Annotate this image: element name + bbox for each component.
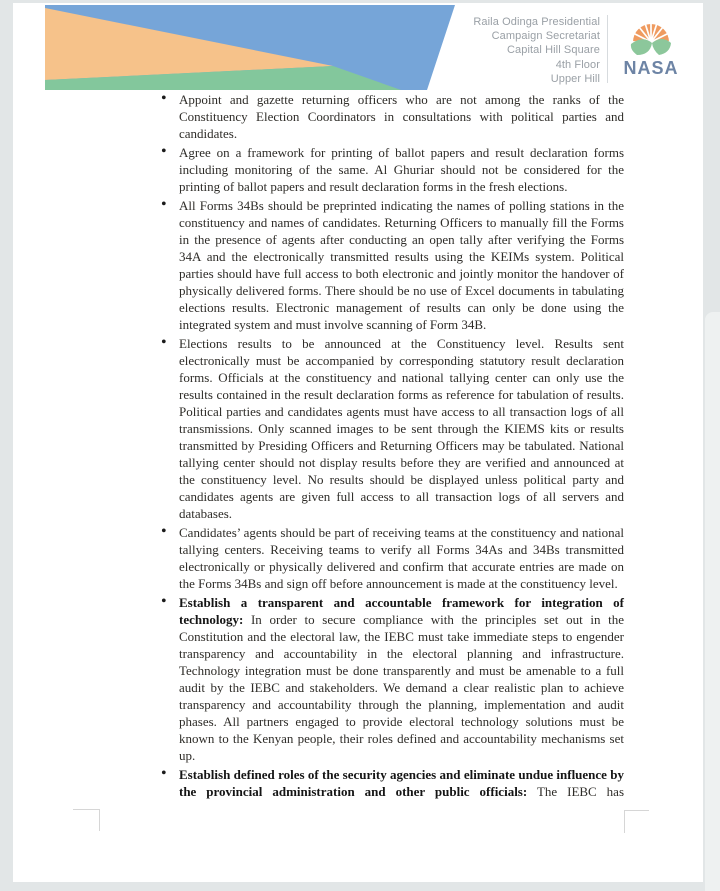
list-item xyxy=(158,91,624,142)
address-line: Upper Hill xyxy=(550,72,600,85)
crop-mark-left xyxy=(73,809,100,831)
address-line: 4th Floor xyxy=(555,58,600,71)
bullet-list xyxy=(158,91,624,800)
letter-page xyxy=(13,3,703,882)
bullet-text: In order to secure compliance with the principles set out in the Constitution and the electoral law, the IEBC must take immediate steps to engender transparency and accountability in the electoral planning and infrastructure. Technology integration must be done transparently and must be amenable to a full audit by the IEBC and stakeholders. We demand a clear realistic plan to achieve transparency and accountability through the planning, implementation and audit phases. All partners engaged to provide electoral technology solutions must be known to the Kenyan people, their roles defined and accountability mechanisms set up. xyxy=(179,612,625,763)
list-item xyxy=(158,766,624,800)
letterhead-address xyxy=(393,15,600,86)
nasa-sunrise-leaves-icon xyxy=(628,17,674,59)
letter-body xyxy=(158,91,624,800)
address-line: Raila Odinga Presidential xyxy=(473,16,600,28)
list-item xyxy=(158,524,624,592)
bullet-text: Appoint and gazette returning officers who are not among the ranks of the Constituency Election Coordinators in consultations with political parties and candidates. xyxy=(179,92,624,141)
bullet-text: Candidates’ agents should be part of receiving teams at the constituency and national tallying centers. Receiving teams to verify all Forms 34As and 34Bs transmitted electronically or physically delivered and confirm that accurate entries are made on the Forms 34Bs and sign off before announcement is made at the constituency level. xyxy=(179,525,624,591)
backdrop-panel xyxy=(705,312,720,891)
list-item xyxy=(158,197,624,333)
address-line: Capital Hill Square xyxy=(507,44,600,57)
bullet-bold-lead: Establish a transparent and accountable framework for integration of technology: xyxy=(179,595,624,627)
bullet-text: Elections results to be announced at the Constituency level. Results sent electronically must be accompanied by corresponding statutory result declaration forms. Officials at the constituency and national tallying center can only use the results contained in the result declaration forms as reference for tabulation of results. Political parties and candidates agents must have access to all transaction logs of all transmissions. Only scanned images to be sent through the KIEMS kits or results transmitted by Presiding Officers and Returning Officers may be tabulated. National tallying center should not display results before they are verified and announced at the constituency level. No results should be displayed unless political party and candidates agents are given full access to all transaction logs of all servers and databases. xyxy=(179,336,624,521)
bullet-bold-lead: Establish defined roles of the security agencies and eliminate undue influence by the provincial administration and other public officials: xyxy=(179,767,624,799)
nasa-logo xyxy=(613,17,689,79)
list-item xyxy=(158,144,624,195)
list-item xyxy=(158,594,624,764)
nasa-wordmark: NASA xyxy=(623,58,679,78)
list-item xyxy=(158,335,624,522)
bullet-text: Agree on a framework for printing of ballot papers and result declaration forms including monitoring of the same. Al Ghuriar should not be considered for the printing of ballot papers and result declaration forms in the fresh elections. xyxy=(179,145,624,194)
bullet-text: The IEBC has xyxy=(536,784,625,799)
bullet-text: All Forms 34Bs should be preprinted indicating the names of polling stations in the constituency and names of candidates. Returning Officers to manually fill the Forms in the presence of agents after conducting an open tally after verifying the Forms 34A and the electronically transmitted results using the KEIMs system. Political parties should have full access to both electronic and jointly monitor the handover of physically delivered forms. There should be no use of Excel documents in tabulating elections results. Electronic management of results can only be done using the integrated system and must involve scanning of Form 34B. xyxy=(179,198,624,332)
address-line: Campaign Secretariat xyxy=(491,30,600,43)
crop-mark-right xyxy=(624,810,649,833)
letterhead-divider xyxy=(607,15,608,83)
